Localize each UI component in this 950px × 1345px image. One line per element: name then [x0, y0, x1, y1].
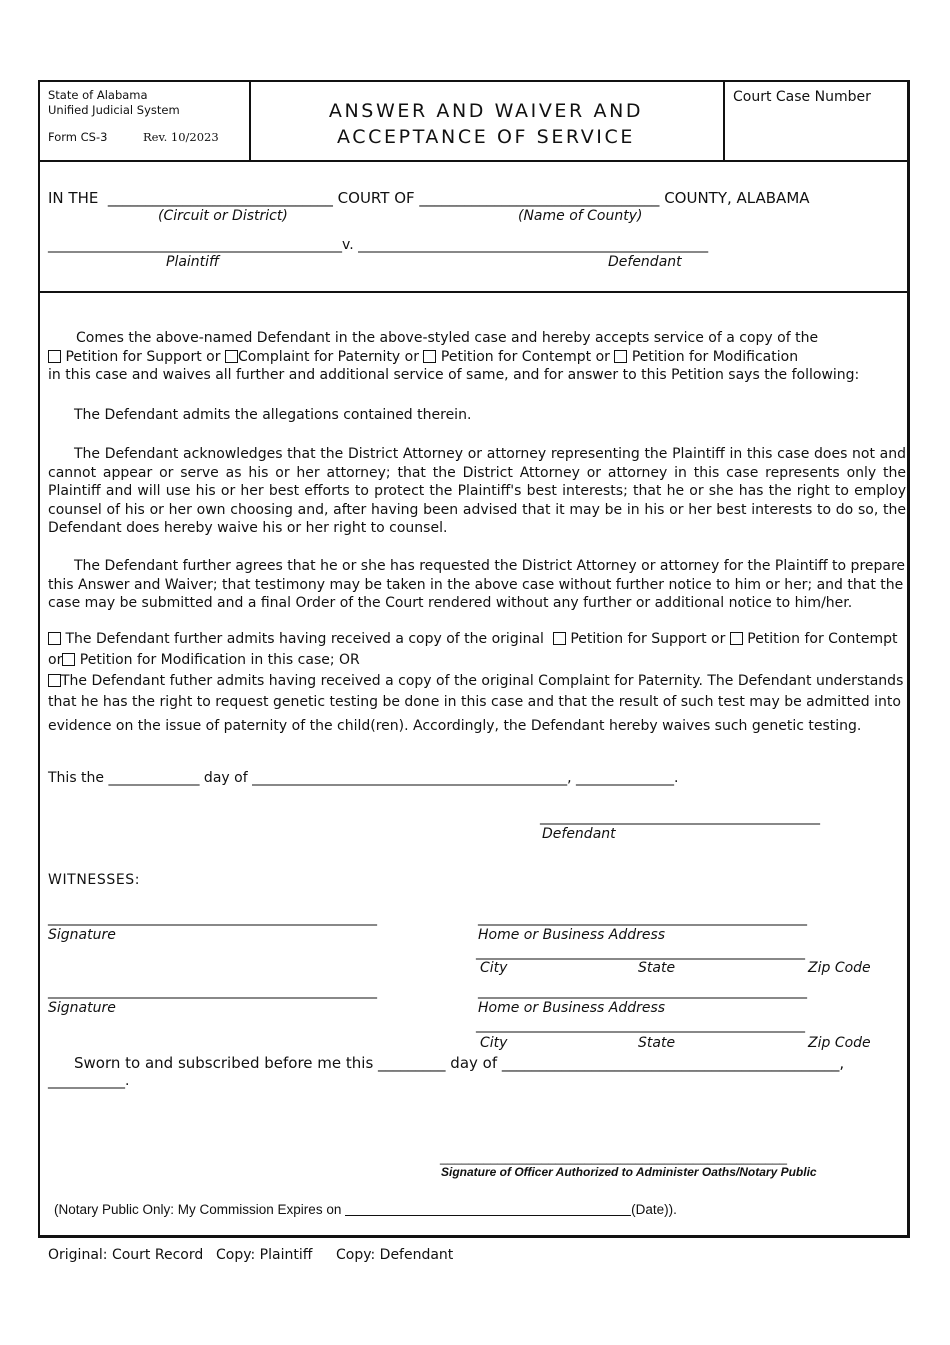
- county-name-label: (Name of County): [518, 208, 643, 224]
- copy-modification-line: [48, 652, 360, 668]
- witness1-signature-line[interactable]: _______________________________________________: [48, 910, 377, 926]
- date-line[interactable]: This the _____________ day of _____________________________________________, ______________.: [48, 770, 679, 786]
- form-title-line1: ANSWER AND WAIVER AND: [328, 100, 644, 122]
- sworn-line[interactable]: Sworn to and subscribed before me this _________ day of _____________________________________________,: [74, 1054, 845, 1072]
- paternity-option-label: Complaint for Paternity or: [237, 349, 419, 365]
- copy-modification-checkbox[interactable]: [62, 653, 75, 666]
- defendant-label: Defendant: [608, 254, 682, 270]
- witness1-city-line[interactable]: _______________________________________________: [476, 944, 805, 960]
- form-number: Form CS-3: [48, 130, 108, 144]
- revision-label: Rev. 10/2023: [143, 130, 219, 144]
- court-type-field[interactable]: ______________________________: [107, 189, 333, 207]
- genetic-checkbox[interactable]: [48, 674, 61, 687]
- admits-paragraph: The Defendant admits the allegations contained therein.: [74, 407, 472, 423]
- contempt-checkbox[interactable]: [423, 350, 436, 363]
- intro-end-text: in this case and waives all further and additional service of same, and for answer to this Petition says the following:: [48, 367, 860, 383]
- officer-signature-label: Signature of Officer Authorized to Administer Oaths/Notary Public: [441, 1165, 817, 1179]
- copy-received-line: [48, 631, 897, 647]
- witness2-city-line[interactable]: _______________________________________________: [476, 1017, 805, 1033]
- court-case-number-label: Court Case Number: [733, 89, 871, 105]
- footer-original: Original: Court Record: [48, 1247, 204, 1263]
- intro-text: Comes the above-named Defendant in the above-styled case and hereby accepts service of a copy of the: [76, 330, 819, 346]
- in-the-label: IN THE: [48, 189, 99, 207]
- form-title: [250, 98, 722, 150]
- commission-date-label: (Date)).: [631, 1202, 677, 1217]
- form-title-line2: ACCEPTANCE OF SERVICE: [337, 126, 635, 148]
- witness1-address-label: Home or Business Address: [478, 927, 666, 943]
- header-divider-right: [723, 82, 725, 162]
- witness1-city-label: City: [480, 960, 508, 976]
- copy-or-label: or: [48, 652, 63, 668]
- header-bottom-rule: [40, 160, 907, 162]
- copy-received-checkbox[interactable]: [48, 632, 61, 645]
- county-field[interactable]: ________________________________: [419, 189, 660, 207]
- defendant-signature-label: Defendant: [542, 826, 616, 842]
- witness2-zip-label: Zip Code: [808, 1035, 871, 1051]
- footer-copy-defendant: Copy: Defendant: [336, 1247, 454, 1263]
- support-checkbox[interactable]: [48, 350, 61, 363]
- petition-options: [48, 349, 798, 365]
- witness1-state-label: State: [638, 960, 676, 976]
- court-of-label: COURT OF: [337, 189, 415, 207]
- system-label: Unified Judicial System: [48, 103, 180, 117]
- commission-date-field[interactable]: [345, 1215, 631, 1216]
- caption-bottom-rule: [40, 291, 907, 293]
- copy-support-label: Petition for Support or: [570, 631, 726, 647]
- plaintiff-label: Plaintiff: [166, 254, 220, 270]
- state-label: State of Alabama: [48, 88, 148, 102]
- footer-copy-plaintiff: Copy: Plaintiff: [216, 1247, 313, 1263]
- circuit-district-label: (Circuit or District): [158, 208, 288, 224]
- copy-received-text: The Defendant further admits having received a copy of the original: [65, 631, 544, 647]
- defendant-field[interactable]: __________________________________________________: [358, 237, 709, 253]
- genetic-line-2: that he has the right to request genetic testing be done in this case and that the result of such test may be admitted into: [48, 694, 901, 710]
- acknowledges-paragraph: The Defendant acknowledges that the District Attorney or attorney representing the Plaintiff in this case does not and cannot appear or serve as his or her attorney; that the District Attorney or attorney in this case represents only the Plaintiff and will use his or her best efforts to protect the Plaintiff's best interests; that he or she has the right to employ counsel of his or her own choosing and, after having been advised that it may be in his or her best interests to do so, the Defendant does hereby waive his or her right to counsel.: [48, 446, 906, 536]
- copy-contempt-checkbox[interactable]: [730, 632, 743, 645]
- modification-checkbox[interactable]: [614, 350, 627, 363]
- witness2-state-label: State: [638, 1035, 676, 1051]
- copy-modification-label: Petition for Modification in this case; OR: [79, 652, 360, 668]
- further-agrees-paragraph: The Defendant further agrees that he or she has requested the District Attorney or attorney for the Plaintiff to prepare this Answer and Waiver; that testimony may be taken in the above case without further notice to him or her; and that the case may be submitted and a final Order of the Court rendered without any further or additional notice to him/her.: [48, 558, 906, 611]
- contempt-option-label: Petition for Contempt or: [440, 349, 610, 365]
- witnesses-heading: WITNESSES:: [48, 872, 141, 888]
- sworn-year-line[interactable]: ___________.: [48, 1073, 130, 1089]
- genetic-text-1: The Defendant futher admits having received a copy of the original Complaint for Paternity. The Defendant understands: [61, 673, 904, 689]
- modification-option-label: Petition for Modification: [631, 349, 799, 365]
- witness1-signature-label: Signature: [48, 927, 116, 943]
- genetic-line-3: evidence on the issue of paternity of the child(ren). Accordingly, the Defendant hereby waives such genetic testing.: [48, 718, 862, 734]
- support-option-label: Petition for Support or: [65, 349, 221, 365]
- copy-contempt-label: Petition for Contempt: [747, 631, 898, 647]
- versus-label: v.: [342, 237, 354, 253]
- witness2-address-label: Home or Business Address: [478, 1000, 666, 1016]
- commission-line: [54, 1202, 677, 1217]
- case-caption-line: [48, 189, 810, 207]
- witness1-address-line[interactable]: _______________________________________________: [478, 910, 807, 926]
- plaintiff-field[interactable]: __________________________________________: [48, 237, 342, 253]
- witness2-address-line[interactable]: _______________________________________________: [478, 983, 807, 999]
- witness2-city-label: City: [480, 1035, 508, 1051]
- genetic-line-1: [48, 673, 903, 689]
- commission-text: (Notary Public Only: My Commission Expires on: [54, 1202, 342, 1217]
- parties-line: [48, 237, 708, 253]
- witness1-zip-label: Zip Code: [808, 960, 871, 976]
- officer-signature-line[interactable]: ________________________________________________: [440, 1150, 788, 1165]
- paternity-checkbox[interactable]: [225, 350, 238, 363]
- county-alabama-label: COUNTY, ALABAMA: [664, 189, 810, 207]
- copy-support-checkbox[interactable]: [553, 632, 566, 645]
- witness2-signature-line[interactable]: _______________________________________________: [48, 983, 377, 999]
- defendant-signature-line[interactable]: ________________________________________: [540, 809, 820, 825]
- witness2-signature-label: Signature: [48, 1000, 116, 1016]
